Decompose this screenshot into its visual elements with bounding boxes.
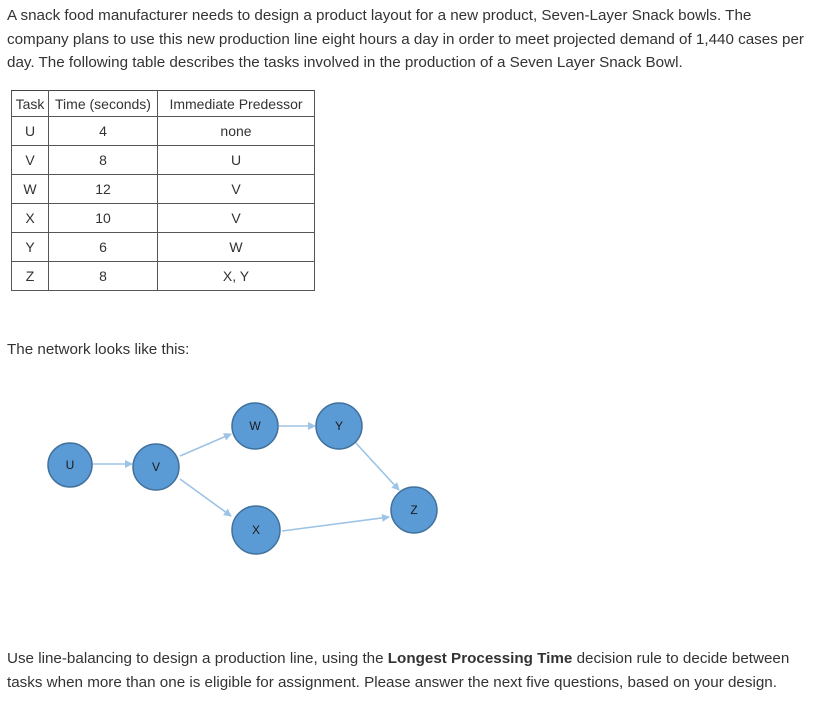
task-cell: Y xyxy=(12,233,49,262)
time-cell: 12 xyxy=(49,175,158,204)
node-label-x: X xyxy=(251,523,261,537)
node-u xyxy=(48,443,92,487)
node-v xyxy=(133,444,179,490)
edge-v-x xyxy=(180,479,231,516)
task-cell: X xyxy=(12,204,49,233)
node-label-y: Y xyxy=(334,419,344,433)
node-y xyxy=(316,403,362,449)
edge-x-z xyxy=(282,517,389,531)
predecessor-cell: X, Y xyxy=(158,262,315,291)
instructions-after: decision rule to decide between tasks when more than one is eligible for assignment. Please answer the next five questions, based on your design. xyxy=(7,650,790,691)
time-cell: 6 xyxy=(49,233,158,262)
task-cell: Z xyxy=(12,262,49,291)
node-label-z: Z xyxy=(410,503,418,517)
node-z xyxy=(391,487,437,533)
task-cell: V xyxy=(12,146,49,175)
time-cell: 8 xyxy=(49,262,158,291)
node-w xyxy=(232,403,278,449)
time-cell: 10 xyxy=(49,204,158,233)
column-header-predecessor: Immediate Predessor xyxy=(158,91,315,117)
network-intro-text: The network looks like this: xyxy=(7,341,190,358)
edge-y-z xyxy=(355,442,399,490)
predecessor-cell: none xyxy=(158,117,315,146)
predecessor-cell: V xyxy=(158,204,315,233)
task-cell: W xyxy=(12,175,49,204)
node-label-u: U xyxy=(65,458,75,472)
instructions-bold: Longest Processing Time xyxy=(387,650,573,667)
task-cell: U xyxy=(12,117,49,146)
problem-statement: A snack food manufacturer needs to design a product layout for a new product, Seven-Layer Snack bowls. The company plans to use this new production line eight hours a day in order to meet projected demand of 1,440 cases per day. The following table describes the tasks involved in the production of a Seven Layer Snack Bowl. xyxy=(7,7,804,71)
predecessor-cell: U xyxy=(158,146,315,175)
time-cell: 4 xyxy=(49,117,158,146)
column-header-time: Time (seconds) xyxy=(49,91,158,117)
instructions-text xyxy=(7,647,815,694)
edge-v-w xyxy=(180,434,231,456)
predecessor-cell: V xyxy=(158,175,315,204)
time-cell: 8 xyxy=(49,146,158,175)
node-x xyxy=(232,506,280,554)
node-label-v: V xyxy=(151,460,161,474)
predecessor-cell: W xyxy=(158,233,315,262)
node-label-w: W xyxy=(249,419,261,433)
instructions-before: Use line-balancing to design a production line, using the xyxy=(7,650,388,667)
column-header-task: Task xyxy=(12,91,49,117)
